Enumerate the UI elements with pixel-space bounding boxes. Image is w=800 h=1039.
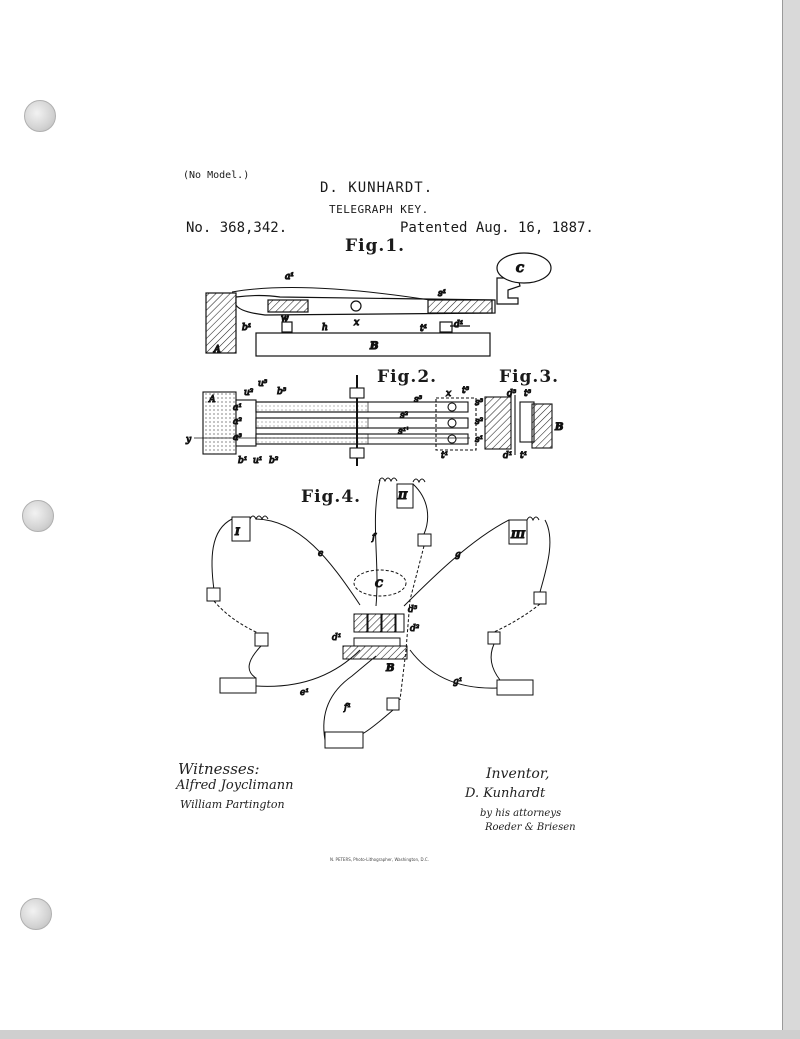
svg-text:A: A (209, 395, 216, 405)
svg-text:h: h (322, 323, 328, 333)
figure-3-drawing (475, 389, 563, 461)
svg-text:e¹: e¹ (300, 688, 309, 698)
svg-text:III: III (511, 530, 526, 541)
svg-text:s³: s³ (414, 395, 423, 405)
svg-text:C: C (375, 579, 383, 590)
svg-text:s³: s³ (475, 398, 484, 408)
svg-text:b²: b² (269, 456, 279, 466)
fig1-knob (497, 253, 551, 283)
svg-text:d¹: d¹ (332, 633, 342, 643)
svg-text:d³: d³ (408, 605, 418, 615)
svg-text:a³: a³ (233, 433, 242, 443)
svg-text:d¹: d¹ (503, 451, 513, 461)
svg-text:g¹: g¹ (453, 677, 463, 687)
svg-text:u¹: u¹ (253, 456, 263, 466)
svg-text:y: y (186, 435, 192, 445)
svg-text:t³: t³ (462, 386, 470, 396)
svg-text:s¹: s¹ (438, 289, 447, 299)
fig1-wall-block (206, 293, 236, 353)
witness-signature-1: Alfred Joyclimann (176, 778, 294, 793)
figure-4-drawing (207, 478, 550, 748)
svg-text:a¹: a¹ (285, 272, 294, 282)
svg-text:B: B (386, 663, 395, 674)
svg-text:t¹: t¹ (441, 451, 449, 461)
figure-1-label: Fig.1. (345, 236, 406, 256)
svg-text:t¹: t¹ (520, 451, 528, 461)
svg-text:g: g (455, 550, 461, 560)
no-model-note: (No Model.) (183, 170, 250, 181)
inventor-signature: D. Kunhardt (465, 786, 546, 801)
page-edge-bottom (0, 1030, 800, 1039)
svg-text:b¹: b¹ (242, 323, 252, 333)
patent-date: Patented Aug. 16, 1887. (400, 220, 594, 236)
svg-text:II: II (398, 491, 408, 502)
svg-text:a¹: a¹ (233, 403, 242, 413)
svg-text:w: w (281, 314, 289, 324)
witnesses-label: Witnesses: (178, 760, 260, 778)
svg-text:s¹': s¹' (398, 427, 409, 437)
svg-text:t¹: t¹ (420, 324, 428, 334)
figure-3-label: Fig.3. (499, 367, 560, 387)
svg-text:f: f (372, 533, 376, 543)
figure-1-drawing (206, 253, 551, 356)
patent-title: TELEGRAPH KEY. (329, 203, 429, 216)
printer-imprint: N. PETERS, Photo-Lithographer, Washington, D.C. (330, 857, 429, 862)
svg-text:x: x (446, 389, 452, 399)
svg-text:d³: d³ (507, 389, 517, 399)
svg-text:a²: a² (233, 417, 242, 427)
inventor-name: D. KUNHARDT. (320, 180, 434, 196)
svg-text:e: e (318, 549, 324, 559)
attorneys-label: by his attorneys (480, 808, 562, 819)
svg-text:s²: s² (475, 417, 484, 427)
svg-text:u³: u³ (258, 379, 268, 389)
svg-text:b³: b³ (277, 387, 287, 397)
svg-text:s¹: s¹ (475, 435, 484, 445)
svg-text:t³: t³ (524, 389, 532, 399)
svg-text:d²: d² (410, 624, 420, 634)
attorneys-signature: Roeder & Briesen (485, 822, 576, 833)
figure-4-label: Fig.4. (301, 487, 362, 507)
svg-text:C: C (516, 264, 524, 275)
page-edge-right (782, 0, 800, 1039)
figure-2-drawing (185, 375, 476, 466)
patent-number: No. 368,342. (186, 220, 288, 236)
witness-signature-2: William Partington (180, 798, 285, 811)
figure-2-label: Fig.2. (377, 367, 438, 387)
svg-text:x: x (354, 318, 360, 328)
inventor-label: Inventor, (486, 766, 550, 782)
svg-text:d¹: d¹ (454, 320, 464, 330)
svg-text:s²: s² (400, 411, 409, 421)
svg-text:A: A (214, 345, 221, 355)
svg-text:u²: u² (244, 388, 254, 398)
svg-text:B: B (555, 422, 564, 433)
svg-text:f¹: f¹ (344, 703, 351, 713)
svg-text:B: B (370, 341, 379, 352)
svg-text:I: I (235, 527, 240, 538)
svg-text:b¹: b¹ (238, 456, 248, 466)
